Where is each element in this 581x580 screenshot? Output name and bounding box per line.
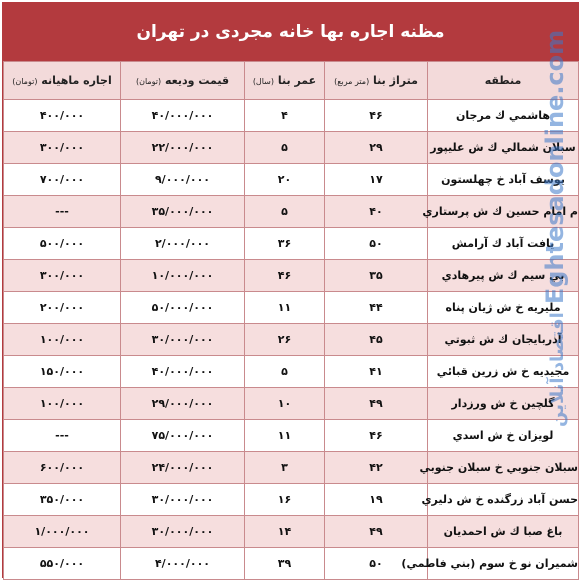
table-row [4, 164, 579, 196]
table-row [4, 388, 579, 420]
cell-area: ۴۶ [325, 420, 428, 452]
cell-region: هاشمي ك مرجان [428, 100, 579, 132]
cell-age: ۲۶ [245, 324, 325, 356]
cell-rent: ۱۰۰/۰۰۰ [4, 388, 121, 420]
table-row [4, 324, 579, 356]
header-rent: اجاره ماهیانه (تومان) [4, 62, 121, 100]
table-row [4, 196, 579, 228]
cell-area: ۴۲ [325, 452, 428, 484]
cell-rent: ۳۵۰/۰۰۰ [4, 484, 121, 516]
cell-rent: ۵۰۰/۰۰۰ [4, 228, 121, 260]
table-row [4, 420, 579, 452]
cell-region: يافت آباد ك آرامش [428, 228, 579, 260]
table-row [4, 260, 579, 292]
cell-rent: ۵۵۰/۰۰۰ [4, 548, 121, 580]
cell-area: ۴۰ [325, 196, 428, 228]
table-row [4, 548, 579, 580]
cell-area: ۴۶ [325, 100, 428, 132]
cell-deposit: ۴/۰۰۰/۰۰۰ [121, 548, 245, 580]
cell-age: ۴۶ [245, 260, 325, 292]
cell-region: مجيديه خ ش زرين قبائي [428, 356, 579, 388]
cell-age: ۴ [245, 100, 325, 132]
cell-deposit: ۲۴/۰۰۰/۰۰۰ [121, 452, 245, 484]
cell-rent: ۱۰۰/۰۰۰ [4, 324, 121, 356]
cell-rent: ۳۰۰/۰۰۰ [4, 132, 121, 164]
header-rent-unit: (تومان) [12, 77, 38, 86]
cell-deposit: ۱۰/۰۰۰/۰۰۰ [121, 260, 245, 292]
cell-age: ۵ [245, 132, 325, 164]
cell-region: م امام حسين ك ش پرستاري [428, 196, 579, 228]
header-age: عمر بنا (سال) [245, 62, 325, 100]
cell-area: ۴۹ [325, 516, 428, 548]
cell-region: آذربايجان ك ش ثبوتي [428, 324, 579, 356]
table-row [4, 356, 579, 388]
table-row [4, 516, 579, 548]
table-row [4, 452, 579, 484]
cell-age: ۱۴ [245, 516, 325, 548]
cell-region: بي سيم ك ش پيرهادي [428, 260, 579, 292]
cell-area: ۵۰ [325, 228, 428, 260]
cell-deposit: ۲/۰۰۰/۰۰۰ [121, 228, 245, 260]
cell-area: ۳۵ [325, 260, 428, 292]
cell-age: ۱۱ [245, 292, 325, 324]
table-row [4, 228, 579, 260]
cell-rent: ۴۰۰/۰۰۰ [4, 100, 121, 132]
cell-age: ۳۹ [245, 548, 325, 580]
cell-area: ۱۹ [325, 484, 428, 516]
cell-region: باغ صبا ك ش احمديان [428, 516, 579, 548]
header-region: منطقه [428, 62, 579, 100]
cell-age: ۳ [245, 452, 325, 484]
cell-deposit: ۴۰/۰۰۰/۰۰۰ [121, 100, 245, 132]
table-header-row [4, 62, 579, 100]
cell-age: ۳۶ [245, 228, 325, 260]
cell-deposit: ۴۰/۰۰۰/۰۰۰ [121, 356, 245, 388]
cell-area: ۵۰ [325, 548, 428, 580]
cell-age: ۱۰ [245, 388, 325, 420]
cell-deposit: ۳۰/۰۰۰/۰۰۰ [121, 516, 245, 548]
cell-deposit: ۲۹/۰۰۰/۰۰۰ [121, 388, 245, 420]
cell-region: يوسف آباد خ چهلستون [428, 164, 579, 196]
cell-area: ۴۵ [325, 324, 428, 356]
cell-age: ۱۶ [245, 484, 325, 516]
table-row [4, 484, 579, 516]
cell-area: ۴۴ [325, 292, 428, 324]
cell-rent: ۳۰۰/۰۰۰ [4, 260, 121, 292]
cell-rent: ۲۰۰/۰۰۰ [4, 292, 121, 324]
cell-area: ۱۷ [325, 164, 428, 196]
cell-deposit: ۵۰/۰۰۰/۰۰۰ [121, 292, 245, 324]
watermark-latin: Eghtesadonline.com [541, 29, 569, 305]
cell-age: ۱۱ [245, 420, 325, 452]
cell-deposit: ۳۰/۰۰۰/۰۰۰ [121, 484, 245, 516]
cell-deposit: ۷۵/۰۰۰/۰۰۰ [121, 420, 245, 452]
cell-deposit: ۳۵/۰۰۰/۰۰۰ [121, 196, 245, 228]
header-deposit-unit: (تومان) [135, 77, 162, 86]
cell-region: سبلان جنوبي خ سبلان جنوبي [428, 452, 579, 484]
header-area: متراژ بنا (متر مربع) [325, 62, 428, 100]
cell-age: ۵ [245, 356, 325, 388]
table-row [4, 132, 579, 164]
page-title: مظنه اجاره بها خانه مجردی در تهران [3, 3, 578, 61]
table-row [4, 100, 579, 132]
cell-deposit: ۳۰/۰۰۰/۰۰۰ [121, 324, 245, 356]
cell-region: لويزان خ ش اسدي [428, 420, 579, 452]
cell-area: ۲۹ [325, 132, 428, 164]
cell-rent: ۶۰۰/۰۰۰ [4, 452, 121, 484]
cell-region: حسن آباد زرگنده خ ش دليري [428, 484, 579, 516]
cell-deposit: ۹/۰۰۰/۰۰۰ [121, 164, 245, 196]
cell-rent: --- [4, 420, 121, 452]
cell-rent: ۱۵۰/۰۰۰ [4, 356, 121, 388]
rent-table [3, 61, 579, 580]
cell-age: ۲۰ [245, 164, 325, 196]
header-deposit: قیمت ودیعه (تومان) [121, 62, 245, 100]
cell-rent: --- [4, 196, 121, 228]
watermark-persian: اقتصاد آنلاین [547, 312, 568, 427]
cell-deposit: ۲۲/۰۰۰/۰۰۰ [121, 132, 245, 164]
cell-area: ۴۹ [325, 388, 428, 420]
cell-region: گلچين خ ش ورزدار [428, 388, 579, 420]
cell-region: سبلان شمالي ك ش عليپور [428, 132, 579, 164]
cell-area: ۴۱ [325, 356, 428, 388]
cell-region: مليريه خ ش ژيان پناه [428, 292, 579, 324]
header-age-unit: (سال) [252, 77, 275, 86]
header-area-unit: (متر مربع) [334, 77, 370, 86]
cell-rent: ۷۰۰/۰۰۰ [4, 164, 121, 196]
table-frame [2, 2, 579, 578]
cell-rent: ۱/۰۰۰/۰۰۰ [4, 516, 121, 548]
cell-region: شميران نو خ سوم (بني فاطمي) [428, 548, 579, 580]
table-row [4, 292, 579, 324]
cell-age: ۵ [245, 196, 325, 228]
